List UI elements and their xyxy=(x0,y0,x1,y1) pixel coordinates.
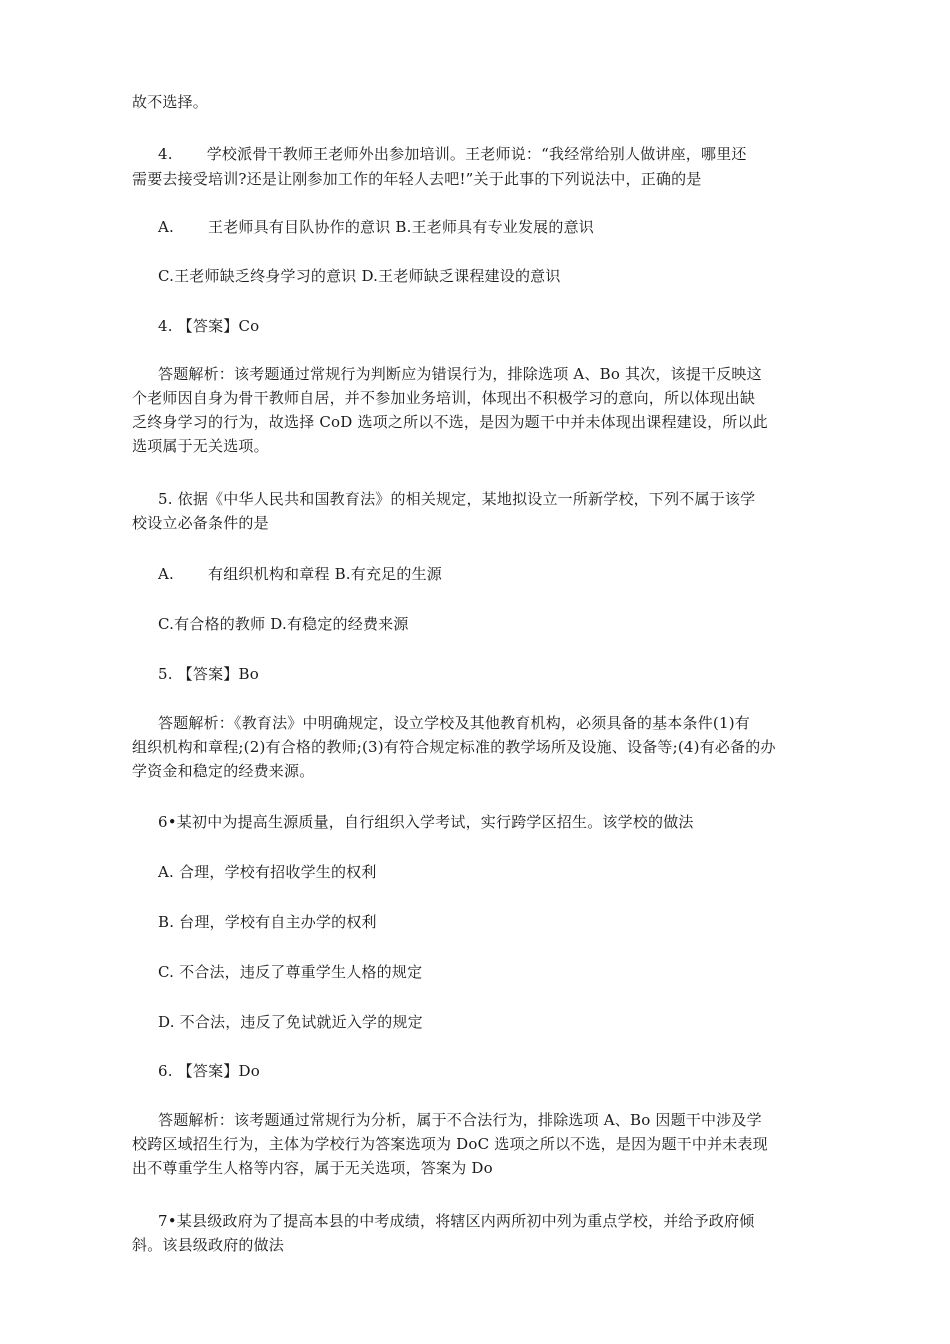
question-7-stem-line2: 斜。该县级政府的做法 xyxy=(132,1236,285,1254)
question-5-analysis-line3: 学资金和稳定的经费来源。 xyxy=(132,762,315,780)
question-6-option-a: A. 合理，学校有招收学生的权利 xyxy=(158,863,377,881)
question-6-analysis-line3: 出不尊重学生人格等内容，属于无关选项，答案为 Do xyxy=(132,1159,493,1177)
question-4-analysis-line2: 个老师因自身为骨干教师自居，并不参加业务培训，体现出不积极学习的意向，所以体现出缺 xyxy=(132,389,756,407)
question-4-stem-line1: 学校派骨干教师王老师外出参加培训。王老师说：“我经常给别人做讲座，哪里还 xyxy=(206,145,747,163)
question-6-analysis-line1: 答题解析：该考题通过常规行为分析，属于不合法行为，排除选项 A、Bo 因题干中涉及学 xyxy=(158,1111,762,1129)
question-6-option-c: C. 不合法，违反了尊重学生人格的规定 xyxy=(158,963,423,981)
question-5-analysis-line2: 组织机构和章程;(2)有合格的教师;(3)有符合规定标准的教学场所及设施、设备等;(4)有必备的办 xyxy=(132,738,776,756)
question-4-option-a-prefix: A. xyxy=(158,218,175,236)
question-6-stem: 6•某初中为提高生源质量，自行组织入学考试，实行跨学区招生。该学校的做法 xyxy=(158,813,694,831)
question-4-analysis-line3: 乏终身学习的行为，故选择 CoD 选项之所以不选，是因为题干中并未体现出课程建设，所以此 xyxy=(132,413,768,431)
question-4-analysis-line4: 选项属于无关选项。 xyxy=(132,437,269,455)
question-5-stem-line2: 校设立必备条件的是 xyxy=(132,514,269,532)
question-5-options-ab xyxy=(158,562,442,586)
question-4-options-cd: C.王老师缺乏终身学习的意识 D.王老师缺乏课程建设的意识 xyxy=(158,267,561,285)
question-4-stem-line2: 需要去接受培训?还是让刚参加工作的年轻人去吧!”关于此事的下列说法中，正确的是 xyxy=(132,170,702,188)
question-5-options-ab-text: 有组织机构和章程 B.有充足的生源 xyxy=(208,565,442,583)
question-5-stem-line1: 5. 依据《中华人民共和国教育法》的相关规定，某地拟设立一所新学校，下列不属于该学 xyxy=(158,490,756,508)
question-7-stem-line1: 7•某县级政府为了提高本县的中考成绩，将辖区内两所初中列为重点学校，并给予政府倾 xyxy=(158,1212,755,1230)
question-5-analysis-line1: 答题解析：《教育法》中明确规定，设立学校及其他教育机构，必须具备的基本条件(1)有 xyxy=(158,714,750,732)
question-4-stem xyxy=(158,142,747,166)
question-4-options-ab xyxy=(158,215,594,239)
question-4-analysis-line1: 答题解析：该考题通过常规行为判断应为错误行为，排除选项 A、Bo 其次，该提干反映这 xyxy=(158,365,762,383)
question-6-option-b: B. 台理，学校有自主办学的权利 xyxy=(158,913,377,931)
question-5-answer: 5. 【答案】Bo xyxy=(158,665,259,683)
question-4-number: 4. xyxy=(158,145,173,163)
question-5-option-a-prefix: A. xyxy=(158,565,175,583)
question-6-option-d: D. 不合法，违反了免试就近入学的规定 xyxy=(158,1013,423,1031)
question-4-answer: 4. 【答案】Co xyxy=(158,317,260,335)
question-4-options-ab-text: 王老师具有目队协作的意识 B.王老师具有专业发展的意识 xyxy=(208,218,594,236)
question-6-analysis-line2: 校跨区域招生行为，主体为学校行为答案选项为 DoC 选项之所以不选，是因为题干中并未表现 xyxy=(132,1135,768,1153)
question-6-answer: 6. 【答案】Do xyxy=(158,1062,260,1080)
question-5-options-cd: C.有合格的教师 D.有稳定的经费来源 xyxy=(158,615,409,633)
paragraph-prev-tail: 故不选择。 xyxy=(132,93,209,111)
